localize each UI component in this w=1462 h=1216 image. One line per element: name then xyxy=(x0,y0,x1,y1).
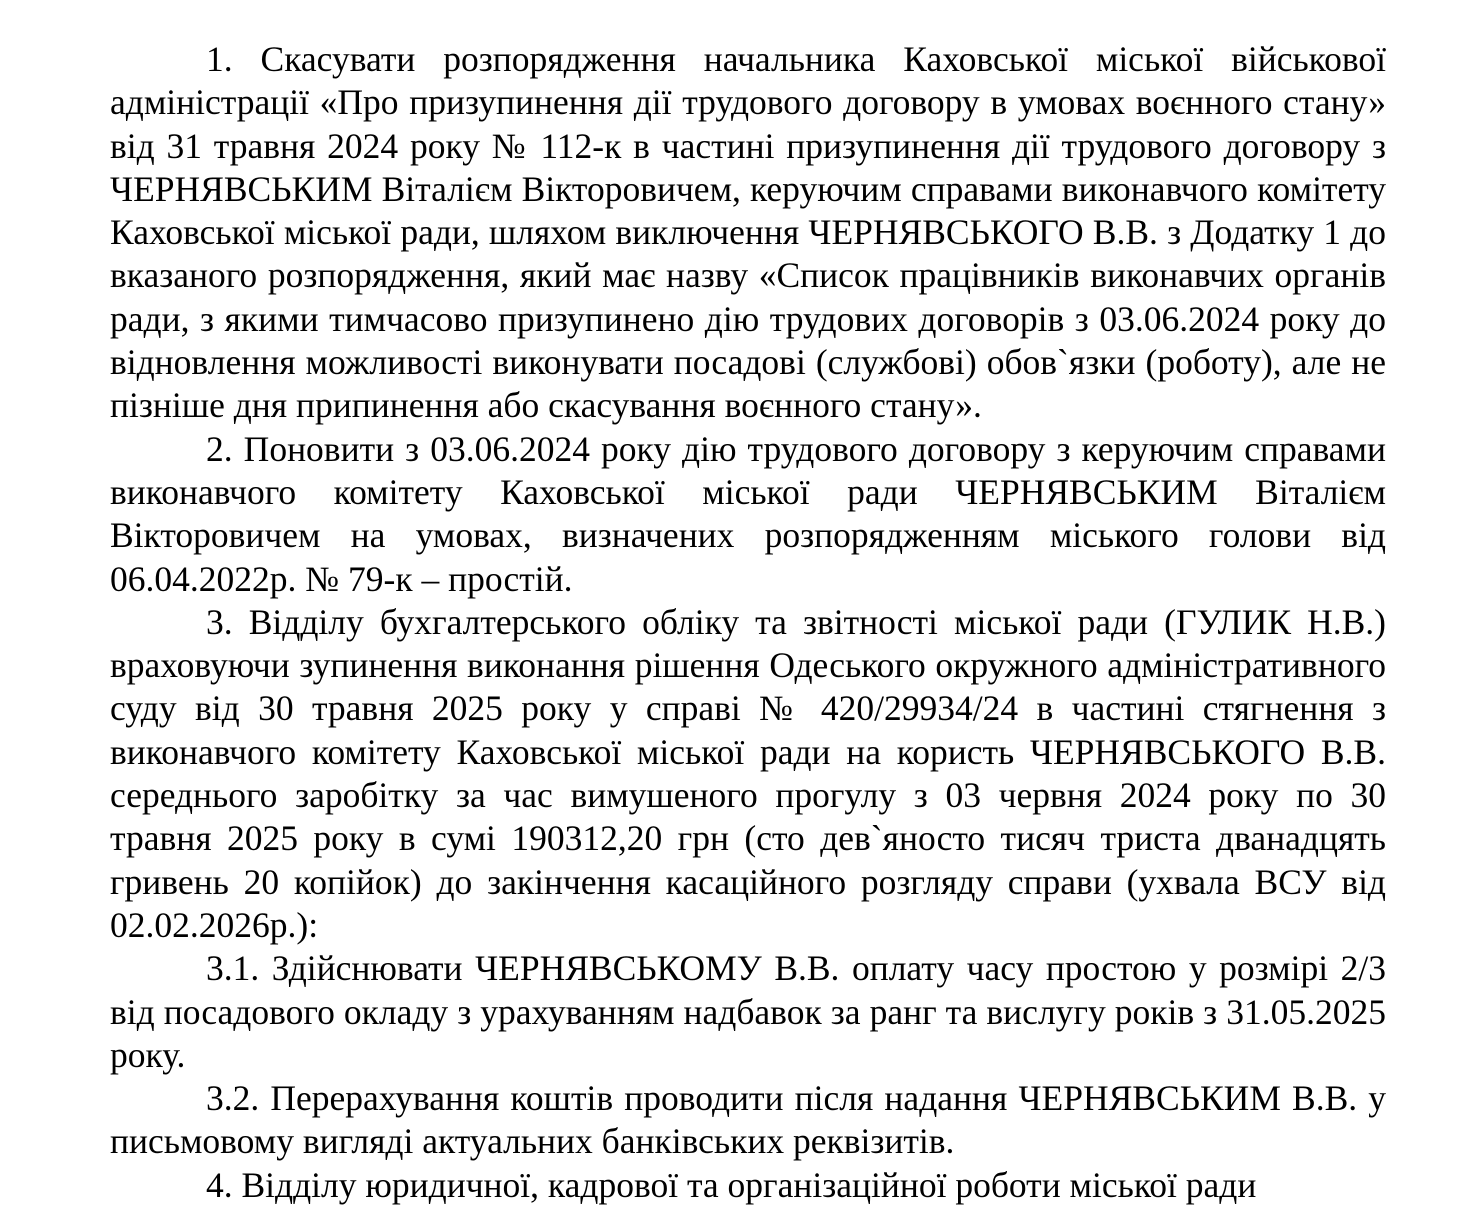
paragraph-1-cancel-order: 1. Скасувати розпорядження начальника Каховської міської військової адміністрації «Про призупинення дії трудового договору в умовах воєнного стану» від 31 травня 2024 року № 112-к в частині призупинення дії трудового договору з ЧЕРНЯВСЬКИМ Віталієм Вікторовичем, керуючим справами виконавчого комітету Каховської міської ради, шляхом виключення ЧЕРНЯВСЬКОГО В.В. з Додатку 1 до вказаного розпорядження, який має назву «Список працівників виконавчих органів ради, з якими тимчасово призупинено дію трудових договорів з 03.06.2024 року до відновлення можливості виконувати посадові (службові) обов`язки (роботу), але не пізніше дня припинення або скасування воєнного стану». xyxy=(110,39,1386,426)
paragraph-3-2-bank-transfer: 3.2. Перерахування коштів проводити після надання ЧЕРНЯВСЬКИМ В.В. у письмовому вигляді актуальних банківських реквізитів. xyxy=(110,1078,1386,1162)
paragraph-4-partial: 4. Відділу юридичної, кадрової та організаційної роботи міської ради xyxy=(206,1164,1257,1205)
paragraph-3-accounting-department: 3. Відділу бухгалтерського обліку та звітності міської ради (ГУЛИК Н.В.) враховуючи зупинення виконання рішення Одеського окружного адміністративного суду від 30 травня 2025 року у справі № 420/29934/24 в частині стягнення з виконавчого комітету Каховської міської ради на користь ЧЕРНЯВСЬКОГО В.В. середнього заробітку за час вимушеного прогулу з 03 червня 2024 року по 30 травня 2025 року в сумі 190312,20 грн (сто дев`яносто тисяч триста дванадцять гривень 20 копійок) до закінчення касаційного розгляду справи (ухвала ВСУ від 02.02.2026р.): xyxy=(110,601,1386,945)
paragraph-3-1-downtime-payment: 3.1. Здійснювати ЧЕРНЯВСЬКОМУ В.В. оплату часу простою у розмірі 2/3 від посадового окладу з урахуванням надбавок за ранг та вислугу років з 31.05.2025 року. xyxy=(110,948,1386,1075)
paragraph-2-renew-contract: 2. Поновити з 03.06.2024 року дію трудового договору з керуючим справами виконавчого комітету Каховської міської ради ЧЕРНЯВСЬКИМ Віталієм Вікторовичем на умовах, визначених розпорядженням міського голови від 06.04.2022р. № 79-к – простій. xyxy=(110,428,1386,599)
document-body xyxy=(110,38,1386,1207)
